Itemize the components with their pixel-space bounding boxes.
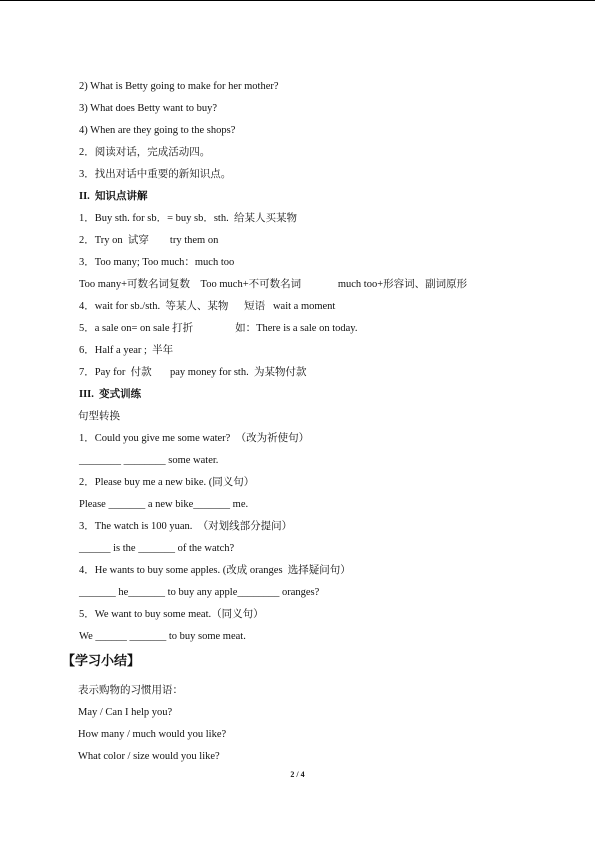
knowledge-point-5: 5．a sale on= on sale 打折 如：There is a sale on today. bbox=[79, 323, 358, 334]
task-2: 2．阅读对话，完成活动四。 bbox=[79, 147, 211, 158]
summary-intro: 表示购物的习惯用语： bbox=[78, 685, 183, 696]
summary-phrase-3: What color / size would you like? bbox=[78, 751, 220, 762]
question-3: 3) What does Betty want to buy? bbox=[79, 103, 218, 114]
section-ii-heading: II. 知识点讲解 bbox=[79, 191, 148, 202]
exercise-2: 2．Please buy me a new bike. (同义句） bbox=[79, 477, 255, 488]
exercise-1: 1．Could you give me some water? （改为祈使句） bbox=[79, 433, 310, 444]
knowledge-point-2: 2．Try on 试穿 try them on bbox=[79, 235, 219, 246]
knowledge-point-3-detail: Too many+可数名词复数 Too much+不可数名词 much too+形容词、副词原形 bbox=[79, 279, 468, 290]
exercise-1-blank: ________ ________ some water. bbox=[79, 455, 219, 466]
exercise-3-blank: ______ is the _______ of the watch? bbox=[79, 543, 235, 554]
knowledge-point-7: 7．Pay for 付款 pay money for sth. 为某物付款 bbox=[79, 367, 307, 378]
knowledge-point-3: 3．Too many; Too much：much too bbox=[79, 257, 235, 268]
task-3: 3．找出对话中重要的新知识点。 bbox=[79, 169, 232, 180]
exercise-3: 3．The watch is 100 yuan. （对划线部分提问） bbox=[79, 521, 293, 532]
sentence-transform-heading: 句型转换 bbox=[78, 411, 120, 422]
summary-phrase-1: May / Can I help you? bbox=[78, 707, 173, 718]
exercise-5-blank: We ______ _______ to buy some meat. bbox=[79, 631, 246, 642]
question-4: 4) When are they going to the shops? bbox=[79, 125, 236, 136]
exercise-2-blank: Please _______ a new bike_______ me. bbox=[79, 499, 249, 510]
question-2: 2) What is Betty going to make for her mother? bbox=[79, 81, 279, 92]
page-number: 2 / 4 bbox=[290, 770, 305, 779]
summary-phrase-2: How many / much would you like? bbox=[78, 729, 227, 740]
knowledge-point-1: 1．Buy sth. for sb．= buy sb．sth. 给某人买某物 bbox=[79, 213, 297, 224]
summary-heading: 【学习小结】 bbox=[62, 653, 141, 668]
exercise-4-blank: _______ he_______ to buy any apple________ oranges? bbox=[79, 587, 320, 598]
knowledge-point-6: 6．Half a year ; 半年 bbox=[79, 345, 174, 356]
header-rule bbox=[0, 0, 595, 1]
exercise-5: 5．We want to buy some meat.（同义句） bbox=[79, 609, 264, 620]
knowledge-point-4: 4．wait for sb./sth. 等某人、某物 短语 wait a moment bbox=[79, 301, 336, 312]
section-iii-heading: III. 变式训练 bbox=[79, 389, 142, 400]
exercise-4: 4．He wants to buy some apples. (改成 oranges 选择疑问句） bbox=[79, 565, 351, 576]
